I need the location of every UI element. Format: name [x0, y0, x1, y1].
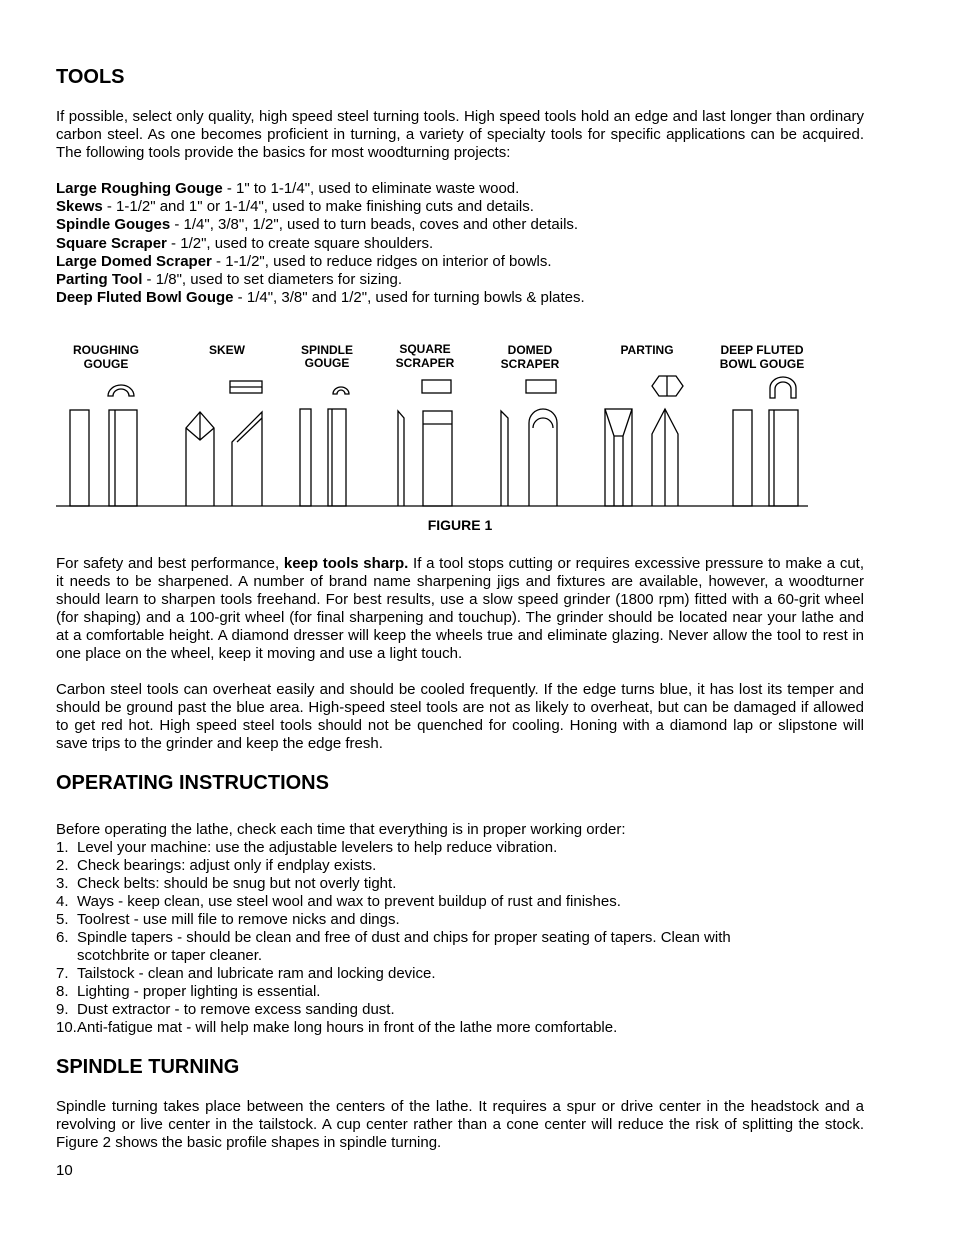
tools-heading: TOOLS — [56, 66, 125, 88]
sharpening-post: If a tool stops cutting or requires excessive pressure to make a cut, it needs to be sharpened. A number of brand name sharpening jigs and fixtures are available, however, a woodturner should learn to sharpen tools freehand. For best results, use a slow speed grinder (1800 rpm) fitted with a 60-grit wheel (for shaping) and a 100-grit wheel (for final sharpening and touchup). The grinder should be located near your lathe and at a comfortable height. A diamond dresser will keep the wheels true and eliminate glazing. Never allow the tool to rest in one place on the wheel, keep it moving and use a light touch. — [56, 555, 864, 662]
tool-desc: - 1/2", used to create square shoulders. — [166, 234, 434, 252]
tool-profiles-drawing — [56, 336, 816, 512]
checklist-item — [56, 1019, 864, 1037]
spindle-turning-paragraph: Spindle turning takes place between the centers of the lathe. It requires a spur or drive center in the headstock and a revolving or live center in the tailstock. A cup center rather than a cone center will reduce the risk of splitting the stock. Figure 2 shows the basic profile shapes in spindle turning. — [56, 1098, 864, 1151]
checklist-number: 3. — [56, 875, 69, 892]
tool-name: Square Scraper — [56, 234, 167, 252]
parting-tool-front — [605, 409, 632, 506]
tool-name: Parting Tool — [56, 271, 143, 289]
skew-side — [232, 412, 262, 506]
label-roughing-1: ROUGHING — [73, 343, 139, 357]
bowl-gouge-side — [733, 410, 752, 506]
sharpening-pre: For safety and best performance, — [56, 555, 284, 572]
tool-list-item — [56, 216, 585, 234]
checklist-number: 5. — [56, 911, 69, 928]
tool-list-item — [56, 253, 585, 271]
checklist-item — [56, 911, 864, 929]
checklist-item — [56, 965, 864, 983]
tool-list-item — [56, 235, 585, 253]
roughing-gouge-front — [109, 410, 137, 506]
checklist-text: Lighting - proper lighting is essential. — [77, 983, 321, 1000]
checklist-text: Ways - keep clean, use steel wool and wax to prevent buildup of rust and finishes. — [77, 893, 621, 910]
domed-scraper-front — [529, 409, 557, 506]
spindle-gouge-front — [328, 409, 346, 506]
checklist-item — [56, 857, 864, 875]
label-spindle-2: GOUGE — [304, 356, 350, 370]
label-roughing-2: GOUGE — [83, 357, 129, 371]
tool-desc: - 1/4", 3/8", 1/2", used to turn beads, coves and other details. — [170, 216, 579, 234]
square-scraper-front — [423, 411, 452, 506]
label-parting: PARTING — [620, 343, 674, 357]
tools-intro-paragraph: If possible, select only quality, high speed steel turning tools. High speed tools hold an edge and last longer than ordinary carbon steel. As one becomes proficient in turning, a variety of specialty tools for specific applications can be acquired. The following tools provide the basics for most woodturning projects: — [56, 108, 864, 161]
square-scraper-section-icon — [422, 380, 451, 393]
label-square-1: SQUARE — [399, 342, 451, 356]
tool-list-item — [56, 289, 585, 307]
tool-desc: - 1" to 1-1/4", used to eliminate waste wood. — [222, 180, 520, 197]
tool-name: Large Roughing Gouge — [56, 180, 223, 197]
sharpening-paragraph — [56, 555, 864, 663]
checklist-number: 1. — [56, 839, 69, 856]
tool-name: Skews — [56, 198, 103, 216]
roughing-gouge-section-icon — [108, 385, 134, 396]
bowl-gouge-section-icon — [770, 377, 796, 398]
checklist-item — [56, 929, 864, 965]
checklist-text: Anti-fatigue mat - will help make long hours in front of the lathe more comfortable. — [77, 1019, 618, 1036]
tool-desc: - 1-1/2" and 1" or 1-1/4", used to make finishing cuts and details. — [102, 198, 534, 216]
tool-name: Large Domed Scraper — [56, 252, 212, 270]
checklist-text: Dust extractor - to remove excess sanding dust. — [77, 1001, 395, 1018]
checklist-number: 6. — [56, 929, 69, 946]
spindle-gouge-section-icon — [333, 387, 349, 394]
spindle-gouge-side — [300, 409, 311, 506]
operating-intro: Before operating the lathe, check each time that everything is in proper working order: — [56, 821, 626, 838]
checklist-item — [56, 875, 864, 893]
checklist-number: 9. — [56, 1001, 69, 1018]
domed-scraper-section-icon — [526, 380, 556, 393]
checklist-number: 4. — [56, 893, 69, 910]
operating-heading: OPERATING INSTRUCTIONS — [56, 772, 329, 794]
tool-list-item — [56, 198, 585, 216]
tool-list-item — [56, 271, 585, 289]
label-square-2: SCRAPER — [395, 356, 455, 370]
label-spindle-1: SPINDLE — [300, 343, 354, 357]
tool-name: Spindle Gouges — [56, 216, 171, 234]
checklist-item — [56, 839, 864, 857]
tool-list-item — [56, 180, 585, 198]
square-scraper-side — [398, 411, 404, 506]
label-domed-2: SCRAPER — [500, 357, 560, 371]
page-number: 10 — [56, 1162, 73, 1179]
tool-desc: - 1-1/2", used to reduce ridges on interior of bowls. — [211, 252, 552, 270]
domed-scraper-side — [501, 411, 508, 506]
checklist-text-continued: scotchbrite or taper cleaner. — [77, 947, 263, 964]
label-deep-2: BOWL GOUGE — [719, 357, 805, 371]
roughing-gouge-side — [70, 410, 89, 506]
checklist-text: Check bearings: adjust only if endplay exists. — [77, 857, 377, 874]
checklist-text: Toolrest - use mill file to remove nicks and dings. — [77, 911, 400, 928]
figure-1-tool-profiles — [56, 336, 816, 512]
sharpening-emphasis: keep tools sharp. — [283, 555, 409, 572]
checklist-number: 10. — [56, 1019, 77, 1036]
checklist-text: Level your machine: use the adjustable levelers to help reduce vibration. — [77, 839, 558, 856]
tool-desc: - 1/8", used to set diameters for sizing. — [142, 271, 402, 289]
checklist-number: 2. — [56, 857, 69, 874]
figure-caption: FIGURE 1 — [427, 517, 493, 533]
carbon-steel-paragraph: Carbon steel tools can overheat easily and should be cooled frequently. If the edge turns blue, it has lost its temper and should be ground past the blue area. High-speed steel tools are not as likely to overheat, but can be damaged if allowed to get red hot. High speed steel tools should not be quenched for cooling. Honing with a diamond lap or slipstone will save trips to the grinder and keep the edge fresh. — [56, 681, 864, 752]
checklist-number: 8. — [56, 983, 69, 1000]
operating-checklist — [56, 839, 864, 1037]
tool-name: Deep Fluted Bowl Gouge — [56, 289, 234, 307]
checklist-text: Spindle tapers - should be clean and free of dust and chips for proper seating of tapers. Clean with — [77, 929, 731, 946]
label-skew: SKEW — [209, 343, 245, 357]
checklist-number: 7. — [56, 965, 69, 982]
spindle-turning-heading: SPINDLE TURNING — [56, 1056, 240, 1078]
checklist-item — [56, 983, 864, 1001]
checklist-text: Tailstock - clean and lubricate ram and locking device. — [77, 965, 436, 982]
tool-desc: - 1/4", 3/8" and 1/2", used for turning bowls & plates. — [233, 289, 585, 307]
label-deep-1: DEEP FLUTED — [720, 343, 804, 357]
tool-list — [56, 180, 585, 307]
checklist-item — [56, 893, 864, 911]
checklist-text: Check belts: should be snug but not overly tight. — [77, 875, 397, 892]
label-domed-1: DOMED — [507, 343, 553, 357]
checklist-item — [56, 1001, 864, 1019]
